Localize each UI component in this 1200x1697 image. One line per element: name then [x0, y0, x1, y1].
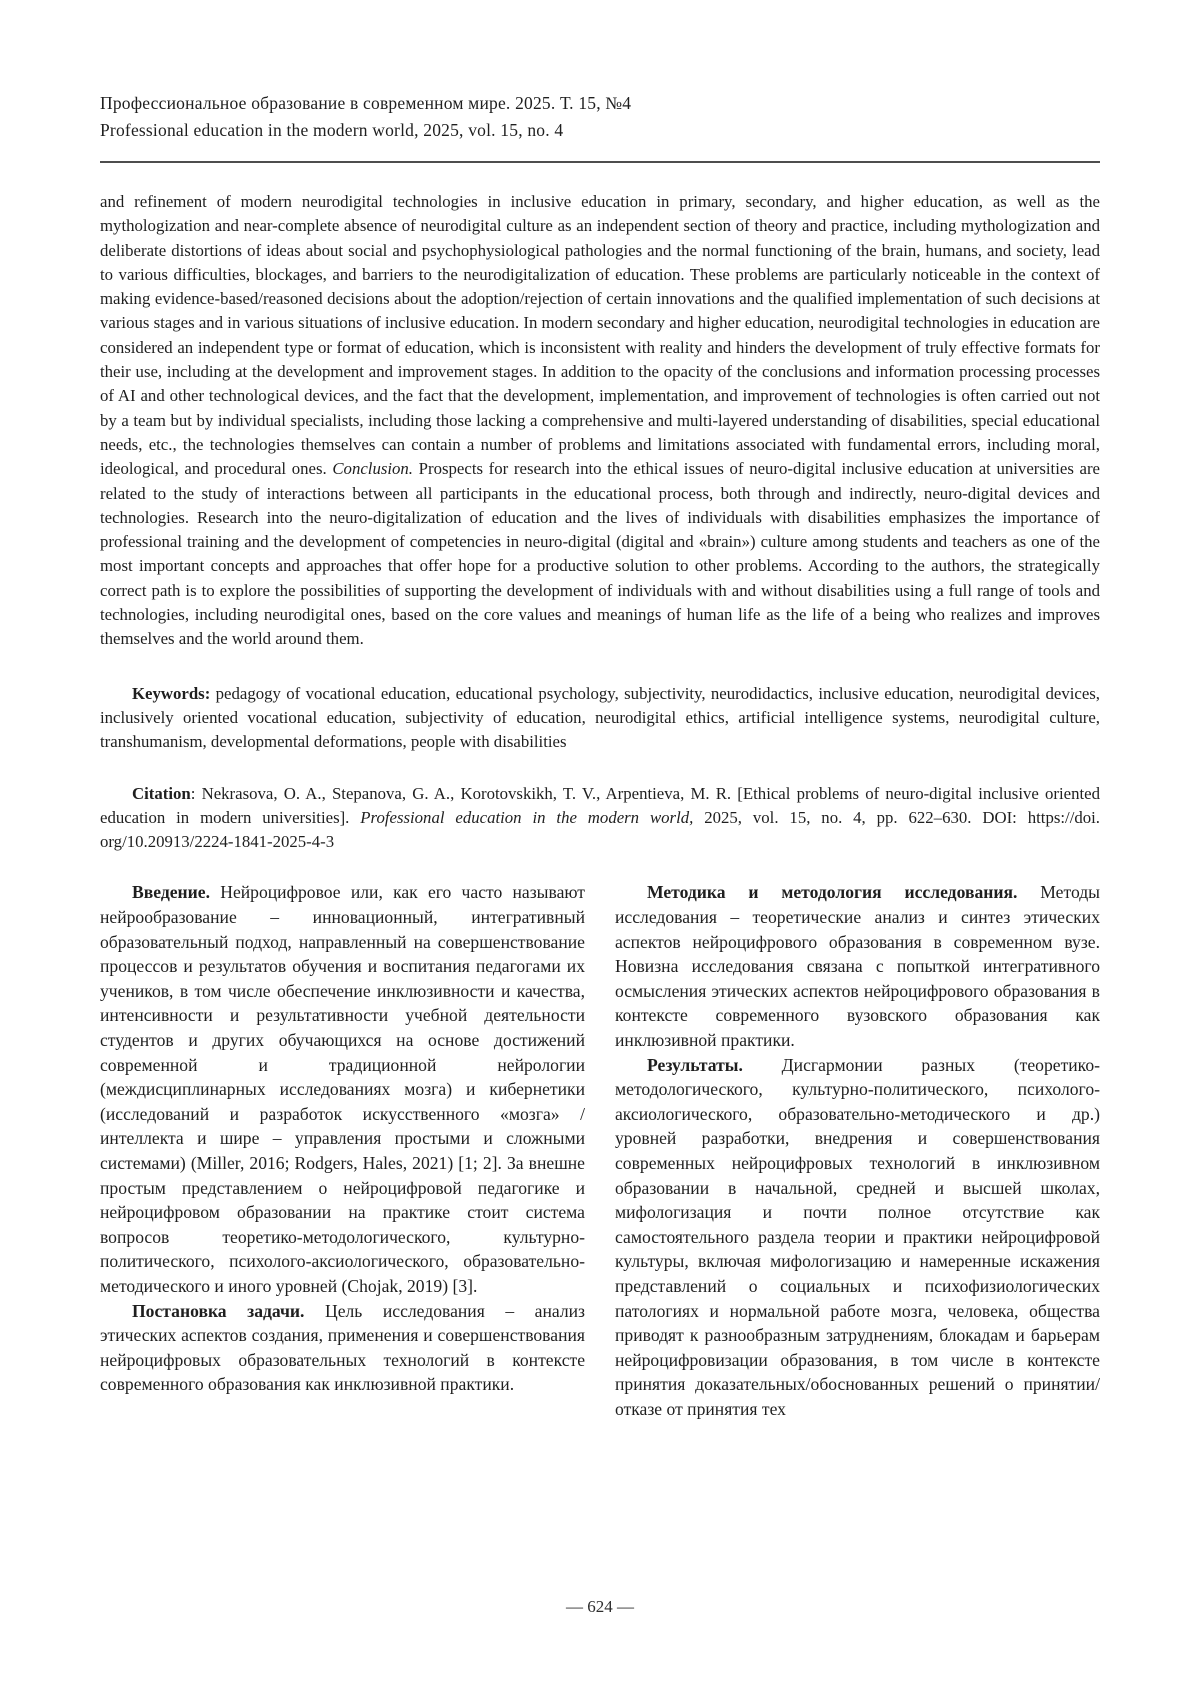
introduction-text: Нейроцифровое или, как его часто называют нейрообразование – инновационный, интегративный образовательный подход, направленный на совершенствование процессов и результатов обучения и воспитания педагогами их учеников, в том числе обеспечение инклюзивности и качества, интенсивности и результативности учебной деятельности студентов и других обучающихся на основе достижений современной и традиционной нейрологии (междисциплинарных исследованиях мозга) и кибернетики (исследований и разработок искусственного «мозга» / интеллекта и шире – управления простыми и сложными системами) (Miller, 2016; Rodgers, Hales, 2021) [1; 2]. За внешне простым представлением о нейроцифровой педагогике и нейроцифровом образовании на практике стоит система вопросов теоретико-методологического, культурно-политического, психолого-аксиологического, образовательно-методического и иного уровней (Chojak, 2019) [3]. — [100, 882, 585, 1296]
citation-volume-doi-text: 2025, vol. 15, no. 4, pp. 622–630. DOI: https://doi. org/10.20913/2224-1841-2025-4-3 — [100, 807, 1100, 852]
column-right — [615, 880, 1100, 1496]
page-number: — 624 — — [566, 1597, 634, 1616]
page-footer — [0, 1593, 1200, 1625]
results-text: Дисгармонии разных (теоретико-методологического, культурно-политического, психолого-аксиологического, образовательно-методического и др.) уровней разработки, внедрения и совершенствования современных нейроцифровых технологий в инклюзивном образовании в начальной, средней и высшей школах, мифологизация и почти полное отсутствие как самостоятельного раздела теории и практики нейроцифровой культуры, включая мифологизацию и намеренные искажения представлений о социальных и психофизиологических патологиях и нормальной работе мозга, человека, общества приводят к разнообразным затруднениям, блокадам и барьерам нейроцифровизации образования, в том числе в контексте принятия доказательных/обоснованных решений о принятии/отказе от принятия тех — [615, 1054, 1100, 1419]
results-heading: Результаты. — [647, 1054, 743, 1075]
two-column-section — [100, 880, 1100, 1496]
keywords-text: pedagogy of vocational education, educational psychology, subjectivity, neurodidactics, inclusive education, neurodigital devices, inclusively oriented vocational education, subjectivity of education, neurodigital ethics, artificial intelligence systems, neurodigital culture, transhumanism, developmental deformations, people with disabilities — [100, 683, 1100, 752]
citation-journal-title: Professional education in the modern world, — [360, 807, 694, 827]
abstract-conclusion-label: Conclusion. — [332, 459, 414, 479]
abstract-continuation-paragraph — [100, 190, 1100, 652]
introduction-paragraph — [100, 880, 585, 1298]
problem-statement-heading: Постановка задачи. — [132, 1300, 305, 1321]
citation-label: Citation — [132, 783, 191, 803]
citation-paragraph — [100, 782, 1100, 855]
journal-header — [100, 90, 1100, 163]
abstract-text-part1: and refinement of modern neurodigital technologies in inclusive education in primary, secondary, and higher education, as well as the mythologization and near-complete absence of neurodigital culture as an independent section of theory and practice, including mythologization and deliberate distortions of ideas about social and psychophysiological pathologies and the normal functioning of the brain, humans, and society, lead to various difficulties, blockages, and barriers to the neurodigitalization of education. These problems are particularly noticeable in the context of making evidence-based/reasoned decisions about the adoption/rejection of certain innovations and the qualified implementation of such decisions at various stages and in various situations of inclusive education. In modern secondary and higher education, neurodigital technologies in education are considered an independent type or format of education, which is inconsistent with reality and hinders the development of truly effective formats for their use, including at the development and improvement stages. In addition to the opacity of the conclusions and information processing processes of AI and other technological devices, and the fact that the development, implementation, and improvement of technologies is often carried out not by a team but by individual specialists, including those lacking a comprehensive and multi-layered understanding of disabilities, special educational needs, etc., the technologies themselves can contain a number of problems and limitations associated with fundamental errors, including moral, ideological, and procedural ones. — [100, 192, 1100, 479]
methodology-text: Методы исследования – теоретические анализ и синтез этических аспектов нейроцифрового образования в современном вузе. Новизна исследования связана с попыткой интегративного осмысления этических аспектов нейроцифрового образования в контексте современного вузовского образования как инклюзивной практики. — [615, 882, 1100, 1050]
problem-statement-paragraph — [100, 1299, 585, 1397]
keywords-label: Keywords: — [132, 683, 211, 703]
introduction-heading: Введение. — [132, 882, 211, 903]
article-body — [100, 190, 1100, 1496]
keywords-paragraph — [100, 682, 1100, 755]
journal-title-ru: Профессиональное образование в современном мире. 2025. Т. 15, №4 — [100, 93, 632, 113]
journal-page — [100, 0, 1100, 1496]
problem-statement-text: Цель исследования – анализ этических аспектов создания, применения и совершенствования нейроцифровых образовательных технологий в контексте современного образования как инклюзивной практики. — [100, 1300, 585, 1395]
methodology-heading: Методика и методология исследования. — [647, 882, 1018, 903]
journal-title-en: Professional education in the modern world, 2025, vol. 15, no. 4 — [100, 120, 564, 140]
methodology-paragraph — [615, 880, 1100, 1052]
citation-authors-text: : Nekrasova, O. A., Stepanova, G. A., Korotovskikh, T. V., Arpentieva, M. R. [Ethical problems of neuro-digital inclusive oriented education in modern universities]. — [100, 783, 1100, 827]
abstract-text-part2: Prospects for research into the ethical issues of neuro-digital inclusive education at universities are related to the study of interactions between all participants in the educational process, both through and indirectly, neuro-digital devices and technologies. Research into the neuro-digitalization of education and the lives of individuals with disabilities emphasizes the importance of professional training and the development of competencies in neuro-digital (digital and «brain») culture among students and teachers as one of the most important concepts and approaches that offer hope for a productive solution to other problems. According to the authors, the strategically correct path is to explore the possibilities of supporting the development of individuals with and without disabilities using a full range of tools and technologies, including neurodigital ones, based on the core values and meanings of human life as the life of a being who realizes and improves themselves and the world around them. — [100, 459, 1101, 649]
results-paragraph — [615, 1053, 1100, 1422]
header-divider — [100, 161, 1100, 163]
column-left — [100, 880, 585, 1496]
